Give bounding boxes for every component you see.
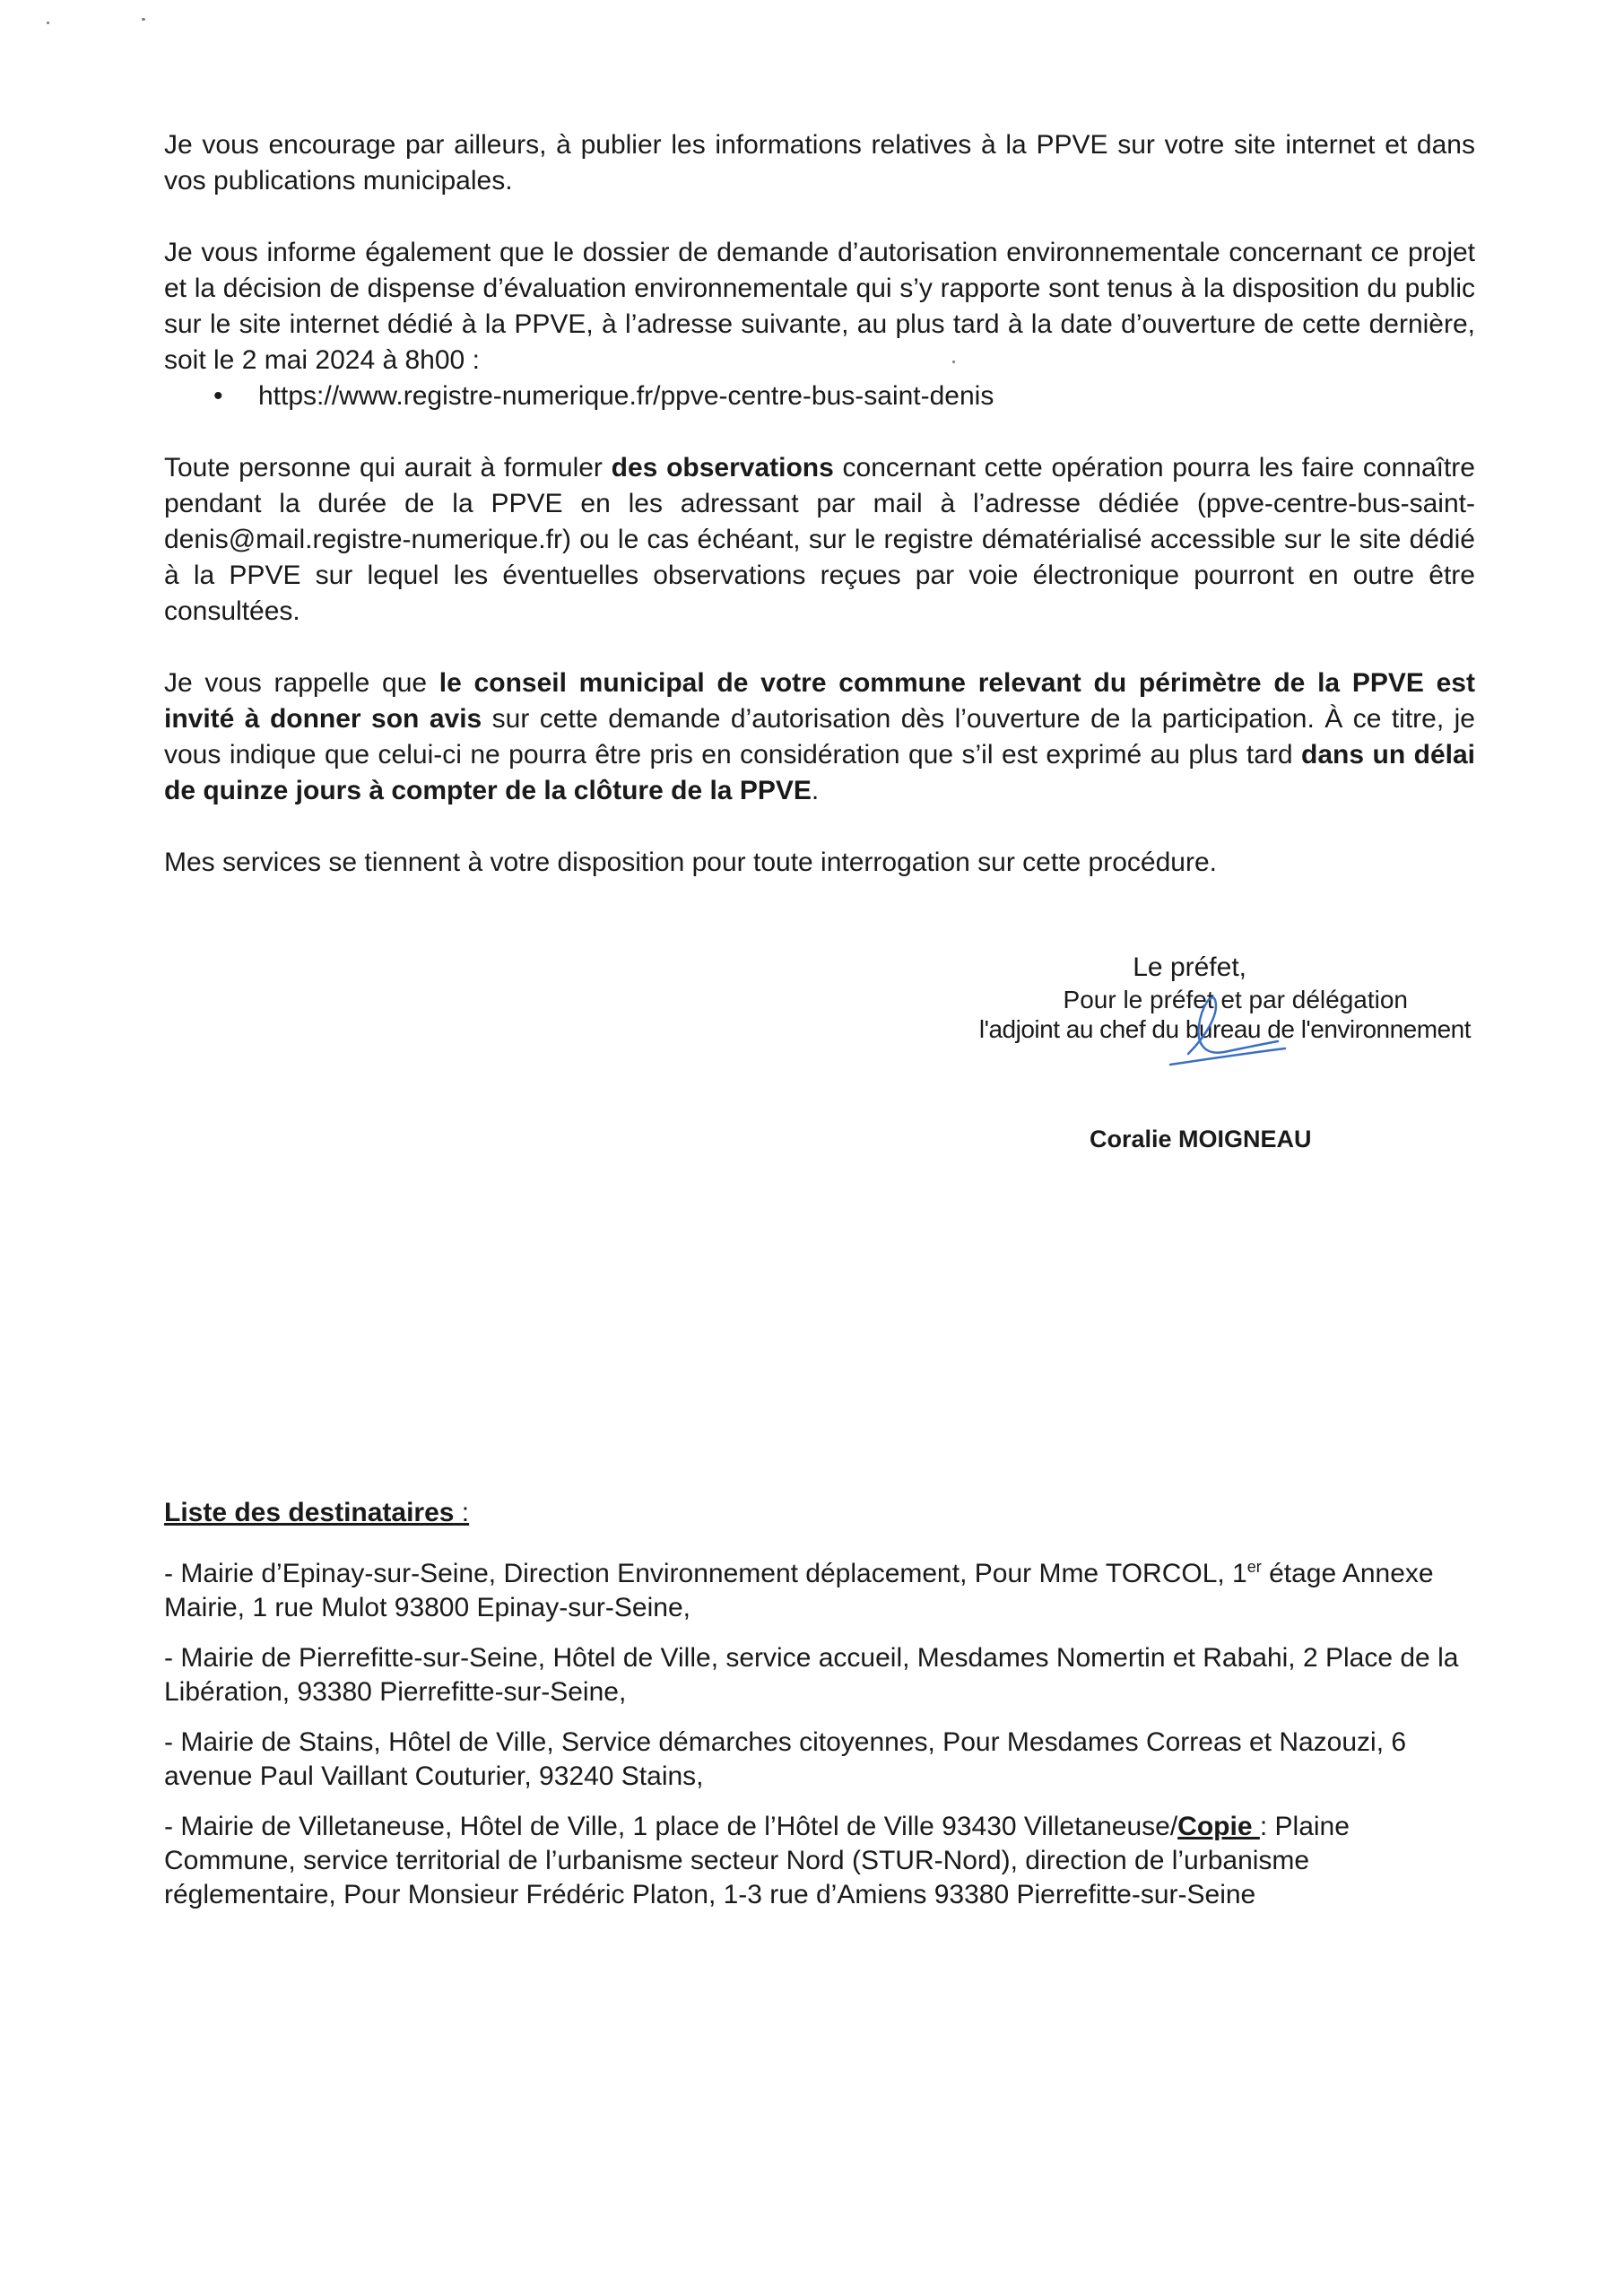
signature-role: l'adjoint au chef du bureau de l'environnement [978,1015,1471,1043]
scan-speck [47,22,49,24]
recipient-epinay: - Mairie d’Epinay-sur-Seine, Direction Environnement déplacement, Pour Mme TORCOL, 1er étage Annexe Mairie, 1 rue Mulot 93800 Epinay-sur-Seine, [164,1558,1434,1622]
handwritten-signature [1152,982,1287,1072]
link-list [164,378,1475,414]
signature-title: Le préfet, [1133,952,1246,982]
paragraph-publication: Je vous encourage par ailleurs, à publier les informations relatives à la PPVE sur votre site internet et dans vos publications municipales. [164,130,1475,196]
signature-delegation: Pour le préfet et par délégation [1063,986,1408,1013]
paragraph-conseil: Je vous rappelle que le conseil municipal de votre commune relevant du périmètre de la PPVE est invité à donner son avis sur cette demande d’autorisation dès l’ouverture de la participation. À ce titre, je vous indique que celui-ci ne pourra être pris en considération que s’il est exprimé au plus tard dans un délai de quinze jours à compter de la clôture de la PPVE. [164,668,1475,805]
recipient-stains: - Mairie de Stains, Hôtel de Ville, Service démarches citoyennes, Pour Mesdames Correas et Nazouzi, 6 avenue Paul Vaillant Couturier, 93240 Stains, [164,1727,1407,1791]
scan-speck [142,18,145,21]
paragraph-observations: Toute personne qui aurait à formuler des observations concernant cette opération pourra les faire connaître pendant la durée de la PPVE en les adressant par mail à l’adresse dédiée (ppve-centre-bus-saint-denis@mail.registre-numerique.fr) ou le cas échéant, sur le registre dématérialisé accessible sur le site dédié à la PPVE sur lequel les éventuelles observations reçues par voie électronique pourront en outre être consultées. [164,453,1475,626]
recipient-pierrefitte: - Mairie de Pierrefitte-sur-Seine, Hôtel de Ville, service accueil, Mesdames Nomertin et Rabahi, 2 Place de la Libération, 93380 Pierrefitte-sur-Seine, [164,1643,1459,1707]
recipient-heading: Liste des destinataires : [164,1498,470,1527]
letter-body [164,127,1475,917]
paragraph-services: Mes services se tiennent à votre disposition pour toute interrogation sur cette procédure. [164,848,1217,877]
paragraph-dossier: Je vous informe également que le dossier de demande d’autorisation environnementale concernant ce projet et la décision de dispense d’évaluation environnementale qui s’y rapporte sont tenus à la disposition du public sur le site internet dédié à la PPVE, à l’adresse suivante, au plus tard à la date d’ouverture de cette dernière, soit le 2 mai 2024 à 8h00 : [164,238,1475,375]
signer-name: Coralie MOIGNEAU [1090,1126,1312,1152]
recipient-villetaneuse: - Mairie de Villetaneuse, Hôtel de Ville, 1 place de l’Hôtel de Ville 93430 Villetaneuse/Copie : Plaine Commune, service territorial de l’urbanisme secteur Nord (STUR-Nord), direction de l’urbanisme réglementaire, Pour Monsieur Frédéric Platon, 1-3 rue d’Amiens 93380 Pierrefitte-sur-Seine [164,1812,1350,1909]
registry-link[interactable]: • https://www.registre-numerique.fr/ppve-centre-bus-saint-denis [213,378,1475,414]
recipient-list [164,1496,1482,1928]
